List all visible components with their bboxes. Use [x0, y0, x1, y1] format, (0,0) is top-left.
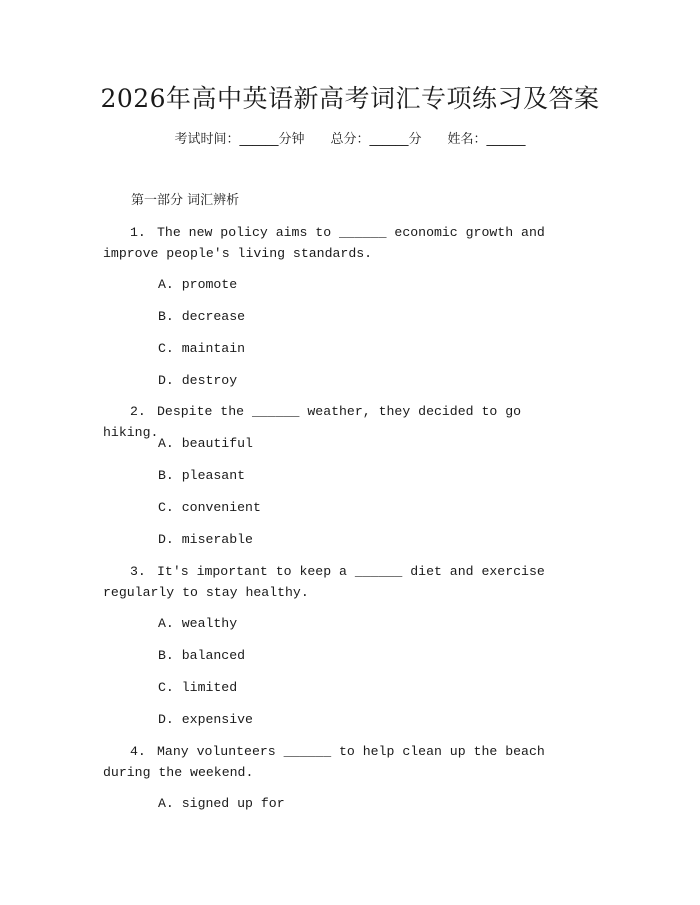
option-3d: D. expensive: [158, 712, 253, 727]
question-4: [103, 742, 583, 783]
time-unit: 分钟: [278, 132, 305, 147]
score-unit: 分: [408, 132, 422, 147]
option-2b: B. pleasant: [158, 468, 246, 483]
question-text: It's important to keep a ______ diet and exercise regularly to stay healthy.: [103, 564, 545, 600]
option-4a: A. signed up for: [158, 796, 285, 811]
option-1a: A. promote: [158, 277, 238, 292]
time-blank: ______: [239, 132, 279, 147]
question-number: 4.: [130, 744, 146, 759]
question-number: 2.: [130, 404, 146, 419]
question-text: The new policy aims to ______ economic growth and improve people's living standards.: [103, 225, 545, 261]
option-2c: C. convenient: [158, 500, 261, 515]
question-text: Many volunteers ______ to help clean up the beach during the weekend.: [103, 744, 545, 780]
score-label: 总分：: [330, 132, 370, 147]
option-2d: D. miserable: [158, 532, 253, 547]
question-1: [103, 223, 583, 264]
question-number: 3.: [130, 564, 146, 579]
document-title: 2026年高中英语新高考词汇专项练习及答案: [100, 84, 600, 113]
time-label: 考试时间：: [174, 132, 240, 147]
option-2a: A. beautiful: [158, 436, 253, 451]
question-number: 1.: [130, 225, 146, 240]
score-blank: ______: [369, 132, 409, 147]
question-text: Despite the ______ weather, they decided to go hiking.: [103, 404, 522, 440]
option-1d: D. destroy: [158, 373, 238, 388]
option-1c: C. maintain: [158, 341, 246, 356]
exam-info-line: [0, 130, 700, 150]
section-title: 第一部分 词汇辨析: [131, 193, 240, 208]
name-label: 姓名：: [447, 132, 487, 147]
option-3a: A. wealthy: [158, 616, 238, 631]
option-1b: B. decrease: [158, 309, 246, 324]
question-3: [103, 562, 583, 603]
option-3c: C. limited: [158, 680, 238, 695]
name-blank: ______: [486, 132, 526, 147]
option-3b: B. balanced: [158, 648, 246, 663]
